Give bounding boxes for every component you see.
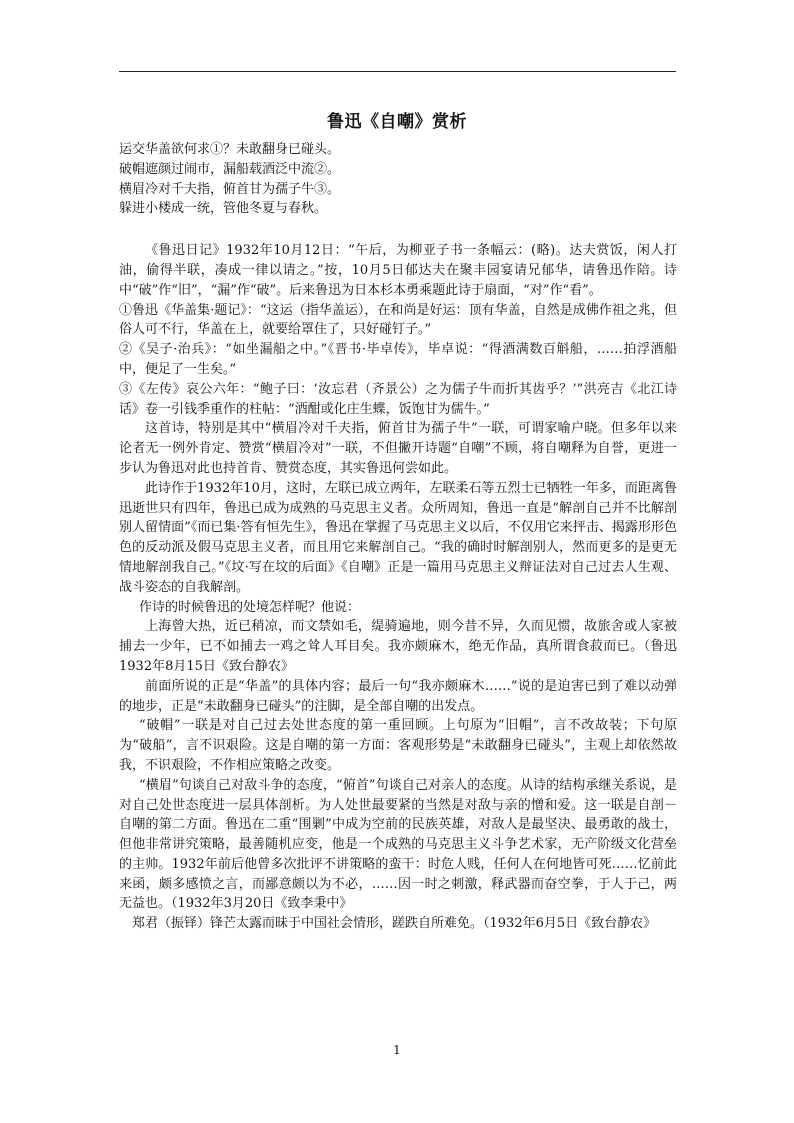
paragraph: “破帽”一联是对自己过去处世态度的第一重回顾。上句原为“旧帽”，言不改故装；下句原为“破船”，言不识艰险。这是自嘲的第一方面：客观形势是“未敢翻身已碰头”，主观上却依然故我，不识艰险，不作相应策略之改变。 <box>119 718 677 773</box>
poem <box>119 140 677 219</box>
paragraph: 前面所说的正是“华盖”的具体内容；最后一句“我亦颇麻木……”说的是迫害已到了难以动弹的地步，正是“未敢翻身已碰头”的注脚，是全部自嘲的出发点。 <box>119 678 677 714</box>
paragraph: 作诗的时候鲁迅的处境怎样呢？他说： <box>139 599 361 615</box>
footnote-1: ①鲁迅《华盖集·题记》：“这运（指华盖运），在和尚是好运：顶有华盖，自然是成佛作祖之兆，但俗人可不行，华盖在上，就要给罩住了，只好碰钉子。” <box>119 302 677 338</box>
poem-line: 破帽遮颜过闹市，漏船载酒泛中流②。 <box>119 161 341 177</box>
footnote-3: ③《左传》哀公六年：“鲍子曰：‘汝忘君（齐景公）之为儒子牛而折其齿乎？’”洪亮吉《北江诗话》卷一引钱季重作的柱帖：“酒酣或化庄生蝶，饭饱甘为儒牛。” <box>119 381 677 417</box>
page-number: 1 <box>393 1043 401 1057</box>
paragraph-diary: 《鲁迅日记》1932年10月12日：“午后，为柳亚子书一条幅云：(略)。达夫赏饭，闲人打油，偷得半联，凑成一律以请之。”按，10月5日郁达夫在聚丰园宴请兄郁华，请鲁迅作陪。诗中“破”作“旧”，“漏”作“破”。后来鲁迅为日本杉本勇乘题此诗于扇面，“对”作“看”。 <box>119 243 677 298</box>
document-body <box>119 140 677 934</box>
header-rule <box>119 71 676 72</box>
quotation: 郑君（振铎）锋芒太露而昧于中国社会情形，蹉跌自所难免。（1932年6月5日《致台静农》 <box>132 916 657 932</box>
paragraph: “横眉”句谈自己对敌斗争的态度，“俯首”句谈自己对亲人的态度。从诗的结构承继关系说，是对自己处世态度进一层具体剖析。为人处世最要紧的当然是对敌与亲的憎和爱。这一联是自剖－自嘲的第二方面。鲁迅在二重“围剿”中成为空前的民族英雄，对敌人是最坚决、最勇敢的战士，但他非常讲究策略，最善随机应变，他是一个成熟的马克思主义斗争艺术家，无产阶级文化营垒的主帅。1932年前后他曾多次批评不讲策略的蛮干：时危人贱，任何人在何地皆可死……忆前此来函，颇多感愤之言，而鄙意颇以为不必，……因一时之刺激，释武器而奋空拳，于人于己，两无益也。（1932年3月20日《致李秉中》 <box>119 777 677 912</box>
poem-line: 躲进小楼成一统，管他冬夏与春秋。 <box>119 201 328 217</box>
quotation: 上海曾大热，近已稍凉，而文禁如毛，缇骑遍地，则今昔不异，久而见惯，故旅舍或人家被捕去一少年，已不如捕去一鸡之耸人耳目矣。我亦颇麻木，绝无作品，真所谓食菽而已。（鲁迅1932年8月15日《致台静农》 <box>119 619 677 674</box>
footnote-2: ②《吴子·治兵》：“如坐漏船之中。”《晋书·毕卓传》，毕卓说：“得酒满数百斛船，……拍浮酒船中，便足了一生矣。” <box>119 342 677 377</box>
paragraph: 这首诗，特别是其中“横眉冷对千夫指，俯首甘为孺子牛”一联，可谓家喻户晓。但多年以来论者无一例外肯定、赞赏“横眉冷对”一联，不但撇开诗题“自嘲”不顾，将自嘲释为自誉，更进一步认为鲁迅对此也持首肯、赞赏态度，其实鲁迅何尝如此。 <box>119 421 677 476</box>
poem-line: 横眉冷对千夫指，俯首甘为孺子牛③。 <box>119 181 341 197</box>
poem-line: 运交华盖欲何求①？未敢翻身已碰头。 <box>119 142 341 157</box>
paragraph: 此诗作于1932年10月，这时，左联已成立两年，左联柔石等五烈士已牺牲一年多，而距离鲁迅逝世只有四年，鲁迅已成为成熟的马克思主义者。众所周知，鲁迅一直是“解剖自己并不比解剖别人留情面”《而已集·答有恒先生》，鲁迅在掌握了马克思主义以后，不仅用它来抨击、揭露形形色色的反动派及假马克思主义者，而且用它来解剖自己。“我的确时时解剖别人，然而更多的是更无情地解剖我自己。”《坟·写在坟的后面》《自嘲》正是一篇用马克思主义辩证法对自己过去人生观、战斗姿态的自我解剖。 <box>119 480 677 595</box>
page-title: 鲁迅《自嘲》赏析 <box>327 112 467 132</box>
